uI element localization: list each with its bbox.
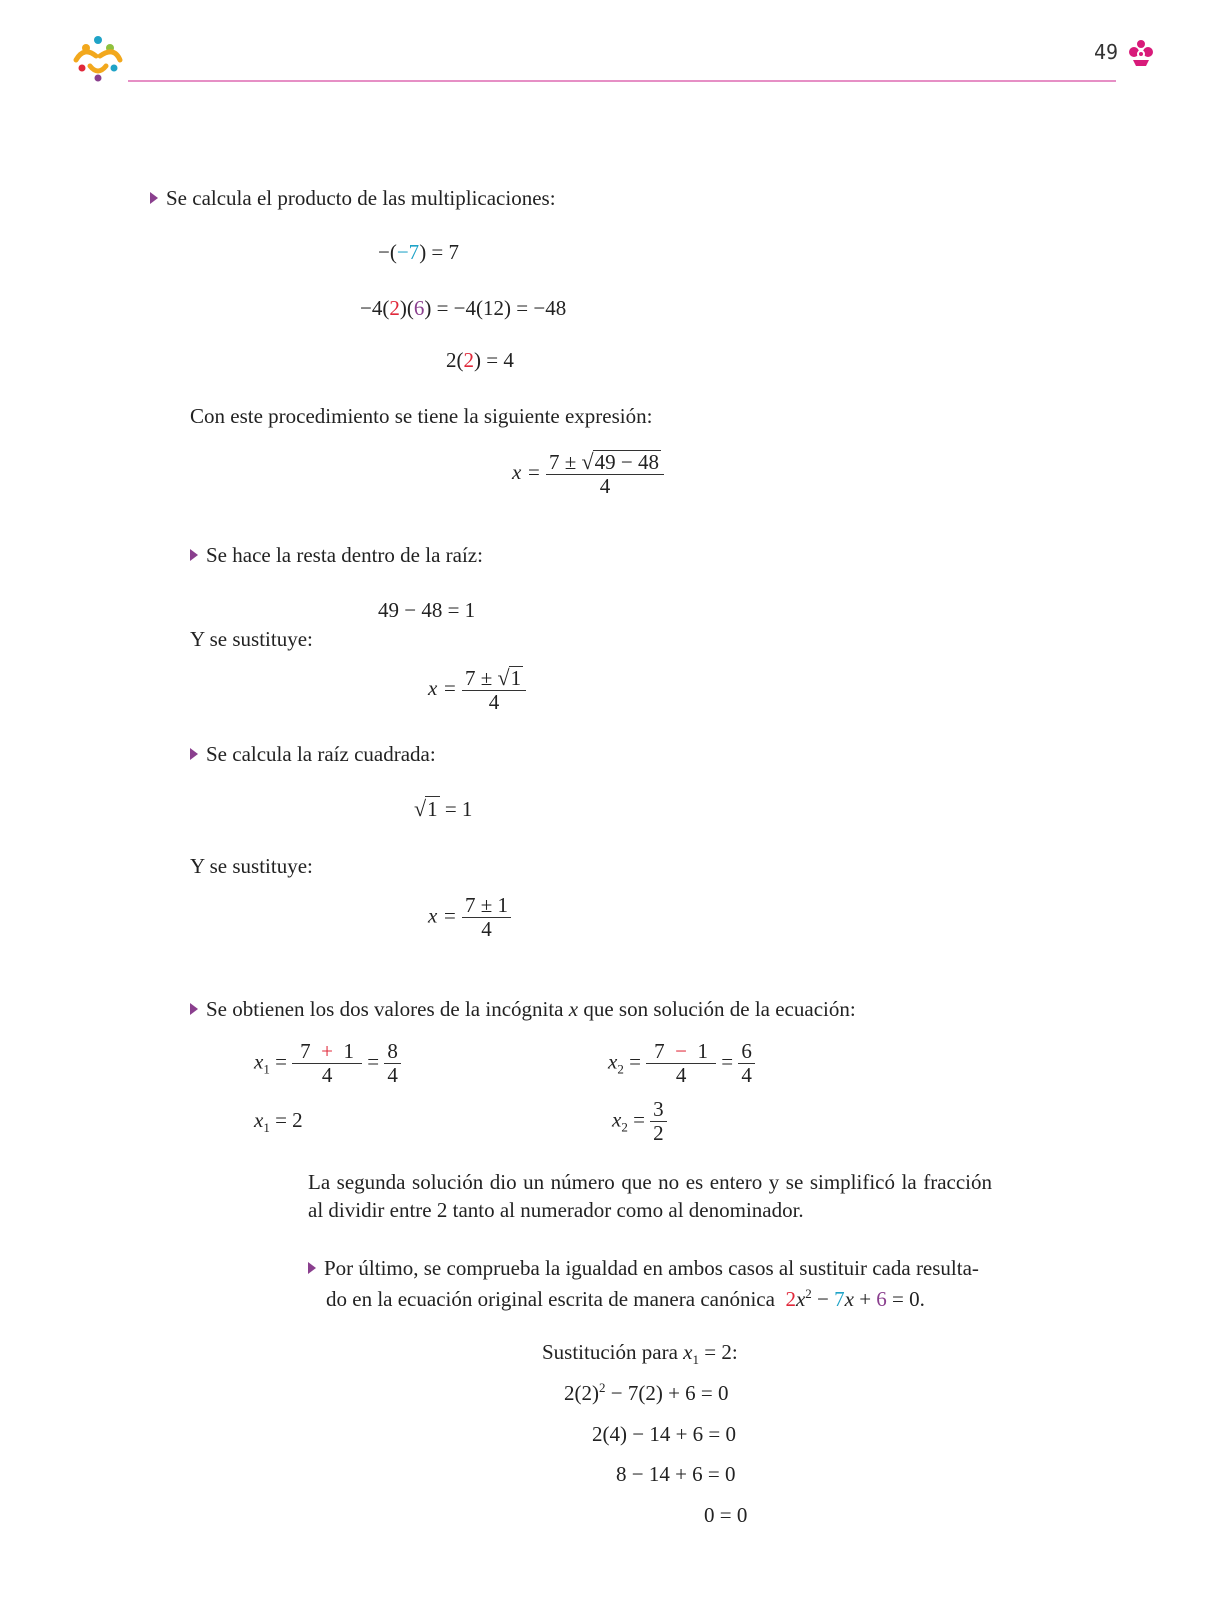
denominator: 4 (321, 1063, 333, 1088)
coef-a: 2 (785, 1287, 796, 1311)
equals: = (633, 1107, 645, 1132)
subscript: 1 (263, 1061, 270, 1077)
denominator: 2 (653, 1121, 664, 1146)
var: x (795, 1287, 806, 1311)
subscript: 2 (621, 1119, 628, 1135)
operator-red: + (321, 1039, 334, 1063)
formula-1 (512, 450, 664, 498)
numerator (462, 666, 526, 691)
subscript: 1 (692, 1352, 699, 1368)
equals: = (629, 1049, 641, 1074)
coef-c: 6 (876, 1287, 887, 1311)
eq-part: 2( (446, 348, 464, 372)
eq-part-cyan: −7 (396, 240, 420, 264)
num-a: 7 (654, 1039, 665, 1063)
step-2-label: Se hace la resta dentro de la raíz: (206, 543, 483, 567)
verification-line-3: 8 − 14 + 6 = 0 (616, 1462, 736, 1486)
exponent: 2 (805, 1286, 812, 1301)
denominator: 4 (387, 1063, 398, 1088)
sqrt-icon: √ (414, 796, 427, 821)
eq-part-red: 2 (389, 296, 400, 320)
step-5-text: do en la ecuación original escrita de manera canónica (326, 1287, 775, 1311)
var: x (612, 1107, 622, 1132)
substitute-1: Y se sustituye: (190, 627, 313, 651)
step-4-label: Se obtienen los dos valores de la incógnita (206, 997, 569, 1021)
sqrt-icon: √ (497, 665, 510, 690)
step-5-line-1 (308, 1256, 979, 1281)
fraction (646, 1040, 716, 1087)
ornament (1128, 38, 1154, 68)
fraction (546, 450, 664, 498)
x1-result (254, 1108, 303, 1136)
fraction (292, 1040, 362, 1087)
sqrt-icon: √ (581, 449, 594, 474)
var: x (608, 1049, 618, 1074)
pink-flower-ornament-icon (1128, 38, 1154, 68)
num-text: 7 ± (549, 450, 577, 474)
num-a: 7 (300, 1039, 311, 1063)
logo (70, 32, 126, 84)
step-2-text (190, 543, 483, 568)
step-1-label: Se calcula el producto de las multiplicaciones: (166, 186, 556, 210)
coef-b: 7 (834, 1287, 845, 1311)
expression-intro: Con este procedimiento se tiene la siguiente expresión: (190, 404, 653, 428)
denominator: 4 (741, 1063, 752, 1088)
verification-title (542, 1340, 738, 1368)
numerator: 6 (738, 1040, 755, 1064)
denominator: 4 (599, 474, 611, 499)
header-rule (128, 80, 1116, 82)
step-4-text (190, 997, 856, 1022)
operator-red: − (675, 1039, 688, 1063)
radicand: 49 − 48 (594, 450, 659, 474)
eq-end: = 0. (886, 1287, 925, 1311)
title-text: Sustitución para (542, 1340, 684, 1364)
eq-part: ) = 4 (474, 348, 514, 372)
eq-part-purple: 6 (413, 296, 425, 320)
op: + (853, 1287, 877, 1311)
bullet-arrow-icon (150, 192, 158, 204)
verification-line-4: 0 = 0 (704, 1503, 748, 1527)
equals: = (721, 1049, 734, 1074)
var: x (683, 1340, 693, 1364)
numerator: 7 ± 1 (462, 894, 511, 918)
equation-1 (378, 240, 459, 265)
title-end: = 2: (698, 1340, 738, 1364)
op: − (811, 1287, 835, 1311)
equals: = (367, 1049, 380, 1074)
num-text: 7 ± (465, 666, 493, 690)
denominator: 4 (675, 1063, 687, 1088)
formula-lhs: x = (428, 903, 457, 928)
eq-part-red: 2 (463, 348, 474, 372)
denominator: 4 (488, 690, 500, 715)
part: − 7(2) + 6 = 0 (605, 1381, 729, 1405)
eq-part: )( (399, 296, 414, 320)
eq-part: ) = 7 (419, 240, 460, 264)
var: x (254, 1108, 264, 1132)
step-5-text: Por último, se comprueba la igualdad en ambos casos al sustituir cada resulta- (324, 1256, 979, 1280)
var: x (254, 1049, 264, 1074)
num-b: 1 (697, 1039, 709, 1063)
radicand: 1 (510, 666, 522, 690)
bullet-arrow-icon (190, 549, 198, 561)
step-4-label-end: que son solución de la ecuación: (578, 997, 856, 1021)
colorful-dots-logo-icon (70, 32, 126, 84)
subscript: 1 (263, 1120, 270, 1136)
formula-lhs: x = (512, 459, 541, 484)
fraction (738, 1040, 755, 1087)
radicand: 1 (427, 797, 438, 821)
step-3-equation (414, 796, 472, 822)
subscript: 2 (617, 1061, 624, 1077)
step-5-line-2 (326, 1286, 925, 1312)
step-3-text (190, 742, 436, 767)
formula-3 (428, 894, 511, 941)
numerator (546, 450, 664, 475)
equation-2 (360, 296, 566, 321)
verification-line-1 (564, 1380, 729, 1406)
fraction (462, 894, 511, 941)
var: x (844, 1287, 854, 1311)
result: = 2 (275, 1108, 303, 1132)
bullet-arrow-icon (190, 1003, 198, 1015)
x2-result (612, 1098, 667, 1145)
page-number: 49 (1094, 40, 1119, 64)
fraction (384, 1040, 401, 1087)
substitute-2: Y se sustituye: (190, 854, 313, 878)
eq-part: ) = −4(12) = −48 (424, 296, 567, 320)
eq-part: −( (378, 240, 397, 264)
step-3-label: Se calcula la raíz cuadrada: (206, 742, 436, 766)
verification-line-2: 2(4) − 14 + 6 = 0 (592, 1422, 737, 1446)
numerator: 3 (650, 1098, 667, 1122)
num-b: 1 (343, 1039, 355, 1063)
fraction (462, 666, 526, 714)
x2-solution (608, 1040, 755, 1087)
exponent: 2 (599, 1380, 606, 1395)
bullet-arrow-icon (190, 748, 198, 760)
part: 2(2) (564, 1381, 599, 1405)
eq-rest: = 1 (444, 797, 473, 821)
step-1-text (150, 186, 556, 211)
equals: = (275, 1049, 287, 1074)
formula-2 (428, 666, 526, 714)
numerator: 8 (384, 1040, 401, 1064)
numerator (646, 1040, 716, 1064)
fraction (650, 1098, 667, 1145)
bullet-arrow-icon (308, 1262, 316, 1274)
formula-lhs: x = (428, 675, 457, 700)
eq-part: −4( (360, 296, 390, 320)
x1-solution (254, 1040, 401, 1087)
step-2-equation: 49 − 48 = 1 (378, 598, 476, 622)
variable: x (568, 997, 579, 1021)
denominator: 4 (481, 917, 492, 942)
numerator (292, 1040, 362, 1064)
equation-3 (446, 348, 514, 373)
simplification-note: La segunda solución dio un número que no es entero y se simplificó la fracción al dividir entre 2 tanto al numerador como al denominador. (308, 1170, 992, 1222)
